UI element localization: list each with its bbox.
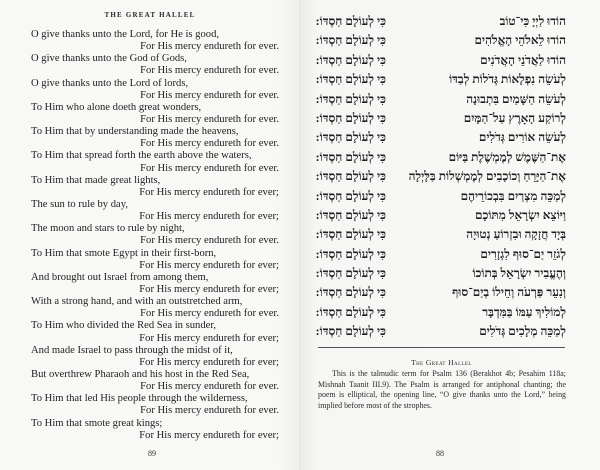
verse-line: The moon and stars to rule by night, bbox=[31, 223, 185, 235]
hebrew-verse: וַיּוֹצֵא יִשְׂרָאֵל מִתּוֹכָם bbox=[475, 207, 566, 222]
refrain-line: For His mercy endureth for ever; bbox=[139, 429, 279, 441]
hebrew-refrain: כִּי לְעוֹלָם חַסְדּוֹ: bbox=[315, 149, 386, 164]
verse-line: The sun to rule by day, bbox=[31, 198, 128, 210]
verse-line: To Him that by understanding made the heavens, bbox=[31, 126, 239, 138]
hebrew-verse: לְעֹשֵׂה אוֹרִים גְּדֹלִים bbox=[478, 130, 566, 145]
verse-line: To Him that smote Egypt in their first-born, bbox=[31, 247, 217, 259]
hebrew-verse-row bbox=[315, 12, 566, 31]
refrain-line: For His mercy endureth for ever; bbox=[139, 356, 279, 368]
hebrew-verse: לְמוֹלִיךְ עַמּוֹ בַּמִּדְבָּר bbox=[482, 304, 566, 319]
hebrew-refrain: כִּי לְעוֹלָם חַסְדּוֹ: bbox=[315, 246, 386, 261]
hebrew-refrain: כִּי לְעוֹלָם חַסְדּוֹ: bbox=[315, 52, 386, 67]
hebrew-verse-row bbox=[315, 245, 566, 264]
footnote-divider bbox=[318, 347, 565, 348]
hebrew-verse: אֶת־הַשֶּׁמֶשׁ לְמֶמְשֶׁלֶת בַּיּוֹם bbox=[448, 149, 566, 164]
verse-line: To Him that spread forth the earth above the waters, bbox=[31, 150, 252, 162]
hebrew-verse: הוֹדוּ לַיְיָ כִּי־טוֹב bbox=[499, 14, 566, 28]
refrain-line: For His mercy endureth for ever. bbox=[140, 138, 279, 150]
running-head: THE GREAT HALLEL bbox=[104, 11, 196, 19]
verse-line: But overthrew Pharaoh and his host in the Red Sea, bbox=[31, 368, 250, 380]
refrain-line: For His mercy endureth for ever. bbox=[140, 381, 279, 393]
hebrew-verse: אֶת־הַיָּרֵחַ וְכוֹכָבִים לְמֶמְשְׁלוֹת בַּלָּיְלָה bbox=[408, 169, 566, 184]
refrain-line: For His mercy endureth for ever; bbox=[139, 186, 279, 198]
hebrew-verse-row bbox=[315, 167, 566, 186]
hebrew-refrain: כִּי לְעוֹלָם חַסְדּוֹ: bbox=[315, 227, 386, 242]
hebrew-verse: לְגֹזֵר יַם־סוּף לִגְזָרִים bbox=[480, 246, 566, 261]
hebrew-verse-row bbox=[315, 187, 566, 206]
page-number-right: 88 bbox=[436, 449, 444, 458]
hebrew-refrain: כִּי לְעוֹלָם חַסְדּוֹ: bbox=[315, 304, 386, 319]
verse-line: And brought out Israel from among them, bbox=[31, 271, 209, 283]
refrain-line: For His mercy endureth for ever. bbox=[140, 308, 279, 320]
hebrew-verse-row bbox=[315, 225, 566, 244]
hebrew-verse: בְּיָד חֲזָקָה וּבִזְרוֹעַ נְטוּיָה bbox=[466, 227, 566, 242]
refrain-line: For His mercy endureth for ever. bbox=[140, 41, 279, 53]
hebrew-verse-row bbox=[315, 70, 566, 89]
page-number-left: 89 bbox=[148, 449, 156, 458]
hebrew-verse-row bbox=[315, 31, 566, 50]
hebrew-verse-row bbox=[315, 90, 566, 109]
hebrew-refrain: כִּי לְעוֹלָם חַסְדּוֹ: bbox=[315, 72, 386, 87]
verse-line: With a strong hand, and with an outstretched arm, bbox=[31, 296, 243, 308]
hebrew-verse-row bbox=[315, 303, 566, 322]
hebrew-verse: לְמַכֵּה מִצְרַיִם בִּבְכוֹרֵיהֶם bbox=[460, 188, 566, 203]
hebrew-verse-row bbox=[315, 109, 566, 128]
verse-line: O give thanks unto the God of Gods, bbox=[31, 53, 187, 65]
hebrew-verse: לְמַכֵּה מְלָכִים גְּדֹלִים bbox=[479, 324, 566, 339]
hebrew-refrain: כִּי לְעוֹלָם חַסְדּוֹ: bbox=[315, 110, 386, 125]
verse-line: To Him that smote great kings; bbox=[31, 417, 163, 429]
refrain-line: For His mercy endureth for ever; bbox=[139, 332, 279, 344]
refrain-line: For His mercy endureth for ever; bbox=[139, 283, 279, 295]
verse-line: To Him who divided the Red Sea in sunder, bbox=[31, 320, 217, 332]
hebrew-verse: לְרוֹקַע הָאָרֶץ עַל־הַמָּיִם bbox=[463, 110, 566, 125]
refrain-line: For His mercy endureth for ever. bbox=[140, 235, 279, 247]
hebrew-refrain: כִּי לְעוֹלָם חַסְדּוֹ: bbox=[315, 91, 386, 106]
hebrew-refrain: כִּי לְעוֹלָם חַסְדּוֹ: bbox=[315, 130, 386, 145]
hebrew-verse: הוֹדוּ לֵאלֹהֵי הָאֱלֹהִים bbox=[474, 33, 566, 48]
hebrew-verse-row bbox=[315, 206, 566, 225]
hebrew-refrain: כִּי לְעוֹלָם חַסְדּוֹ: bbox=[315, 285, 386, 300]
hebrew-verse: הוֹדוּ לַאֲדֹנֵי הָאֲדֹנִים bbox=[480, 52, 566, 67]
hebrew-verse: לְעֹשֵׂה הַשָּׁמַיִם בִּתְבוּנָה bbox=[466, 91, 566, 106]
hebrew-verse-block bbox=[315, 12, 566, 342]
hebrew-verse-row bbox=[315, 128, 566, 147]
footnote-text: This is the talmudic term for Psalm 136 (Berakhot 4b; Pesahim 118a; Mishnah Taanit III.9). The Psalm is arranged for antiphonal chanting; the poem is elliptical, the opening line, “O give thanks unto the Lord,” being implied before most of the strophes. bbox=[318, 369, 566, 410]
hebrew-verse: לְעֹשֵׂה נִפְלָאוֹת גְּדֹלוֹת לְבַדּוֹ bbox=[449, 72, 566, 87]
refrain-line: For His mercy endureth for ever. bbox=[140, 162, 279, 174]
refrain-line: For His mercy endureth for ever. bbox=[140, 89, 279, 101]
hebrew-refrain: כִּי לְעוֹלָם חַסְדּוֹ: bbox=[315, 207, 386, 222]
verse-line: O give thanks unto the Lord of lords, bbox=[31, 77, 189, 89]
hebrew-verse-row bbox=[315, 283, 566, 302]
verse-line: To Him who alone doeth great wonders, bbox=[31, 101, 202, 113]
hebrew-refrain: כִּי לְעוֹלָם חַסְדּוֹ: bbox=[315, 324, 386, 339]
refrain-line: For His mercy endureth for ever. bbox=[140, 65, 279, 77]
refrain-line: For His mercy endureth for ever. bbox=[140, 405, 279, 417]
verse-line: To Him that made great lights, bbox=[31, 174, 161, 186]
hebrew-refrain: כִּי לְעוֹלָם חַסְדּוֹ: bbox=[315, 188, 386, 203]
hebrew-refrain: כִּי לְעוֹלָם חַסְדּוֹ: bbox=[315, 169, 386, 184]
hebrew-refrain: כִּי לְעוֹלָם חַסְדּוֹ: bbox=[315, 33, 386, 48]
english-verse-block bbox=[31, 29, 279, 442]
refrain-line: For His mercy endureth for ever; bbox=[139, 211, 279, 223]
hebrew-refrain: כִּי לְעוֹלָם חַסְדּוֹ: bbox=[315, 14, 386, 28]
hebrew-verse-row bbox=[315, 148, 566, 167]
verse-line: To Him that led His people through the wilderness, bbox=[31, 393, 248, 405]
verse-line: And made Israel to pass through the midst of it, bbox=[31, 344, 233, 356]
refrain-line: For His mercy endureth for ever. bbox=[140, 113, 279, 125]
hebrew-verse: וְנִעֵר פַּרְעֹה וְחֵילוֹ בְיַם־סוּף bbox=[452, 285, 566, 300]
footnote-title: The Great Hallel bbox=[411, 358, 472, 367]
verse-line: O give thanks unto the Lord, for He is good, bbox=[31, 29, 220, 40]
hebrew-verse: וְהֶעֱבִיר יִשְׂרָאֵל בְּתוֹכוֹ bbox=[472, 266, 566, 281]
hebrew-verse-row bbox=[315, 322, 566, 341]
refrain-line: For His mercy endureth for ever; bbox=[139, 259, 279, 271]
hebrew-verse-row bbox=[315, 51, 566, 70]
hebrew-verse-row bbox=[315, 264, 566, 283]
hebrew-refrain: כִּי לְעוֹלָם חַסְדּוֹ: bbox=[315, 266, 386, 281]
footnote-body bbox=[318, 369, 566, 411]
